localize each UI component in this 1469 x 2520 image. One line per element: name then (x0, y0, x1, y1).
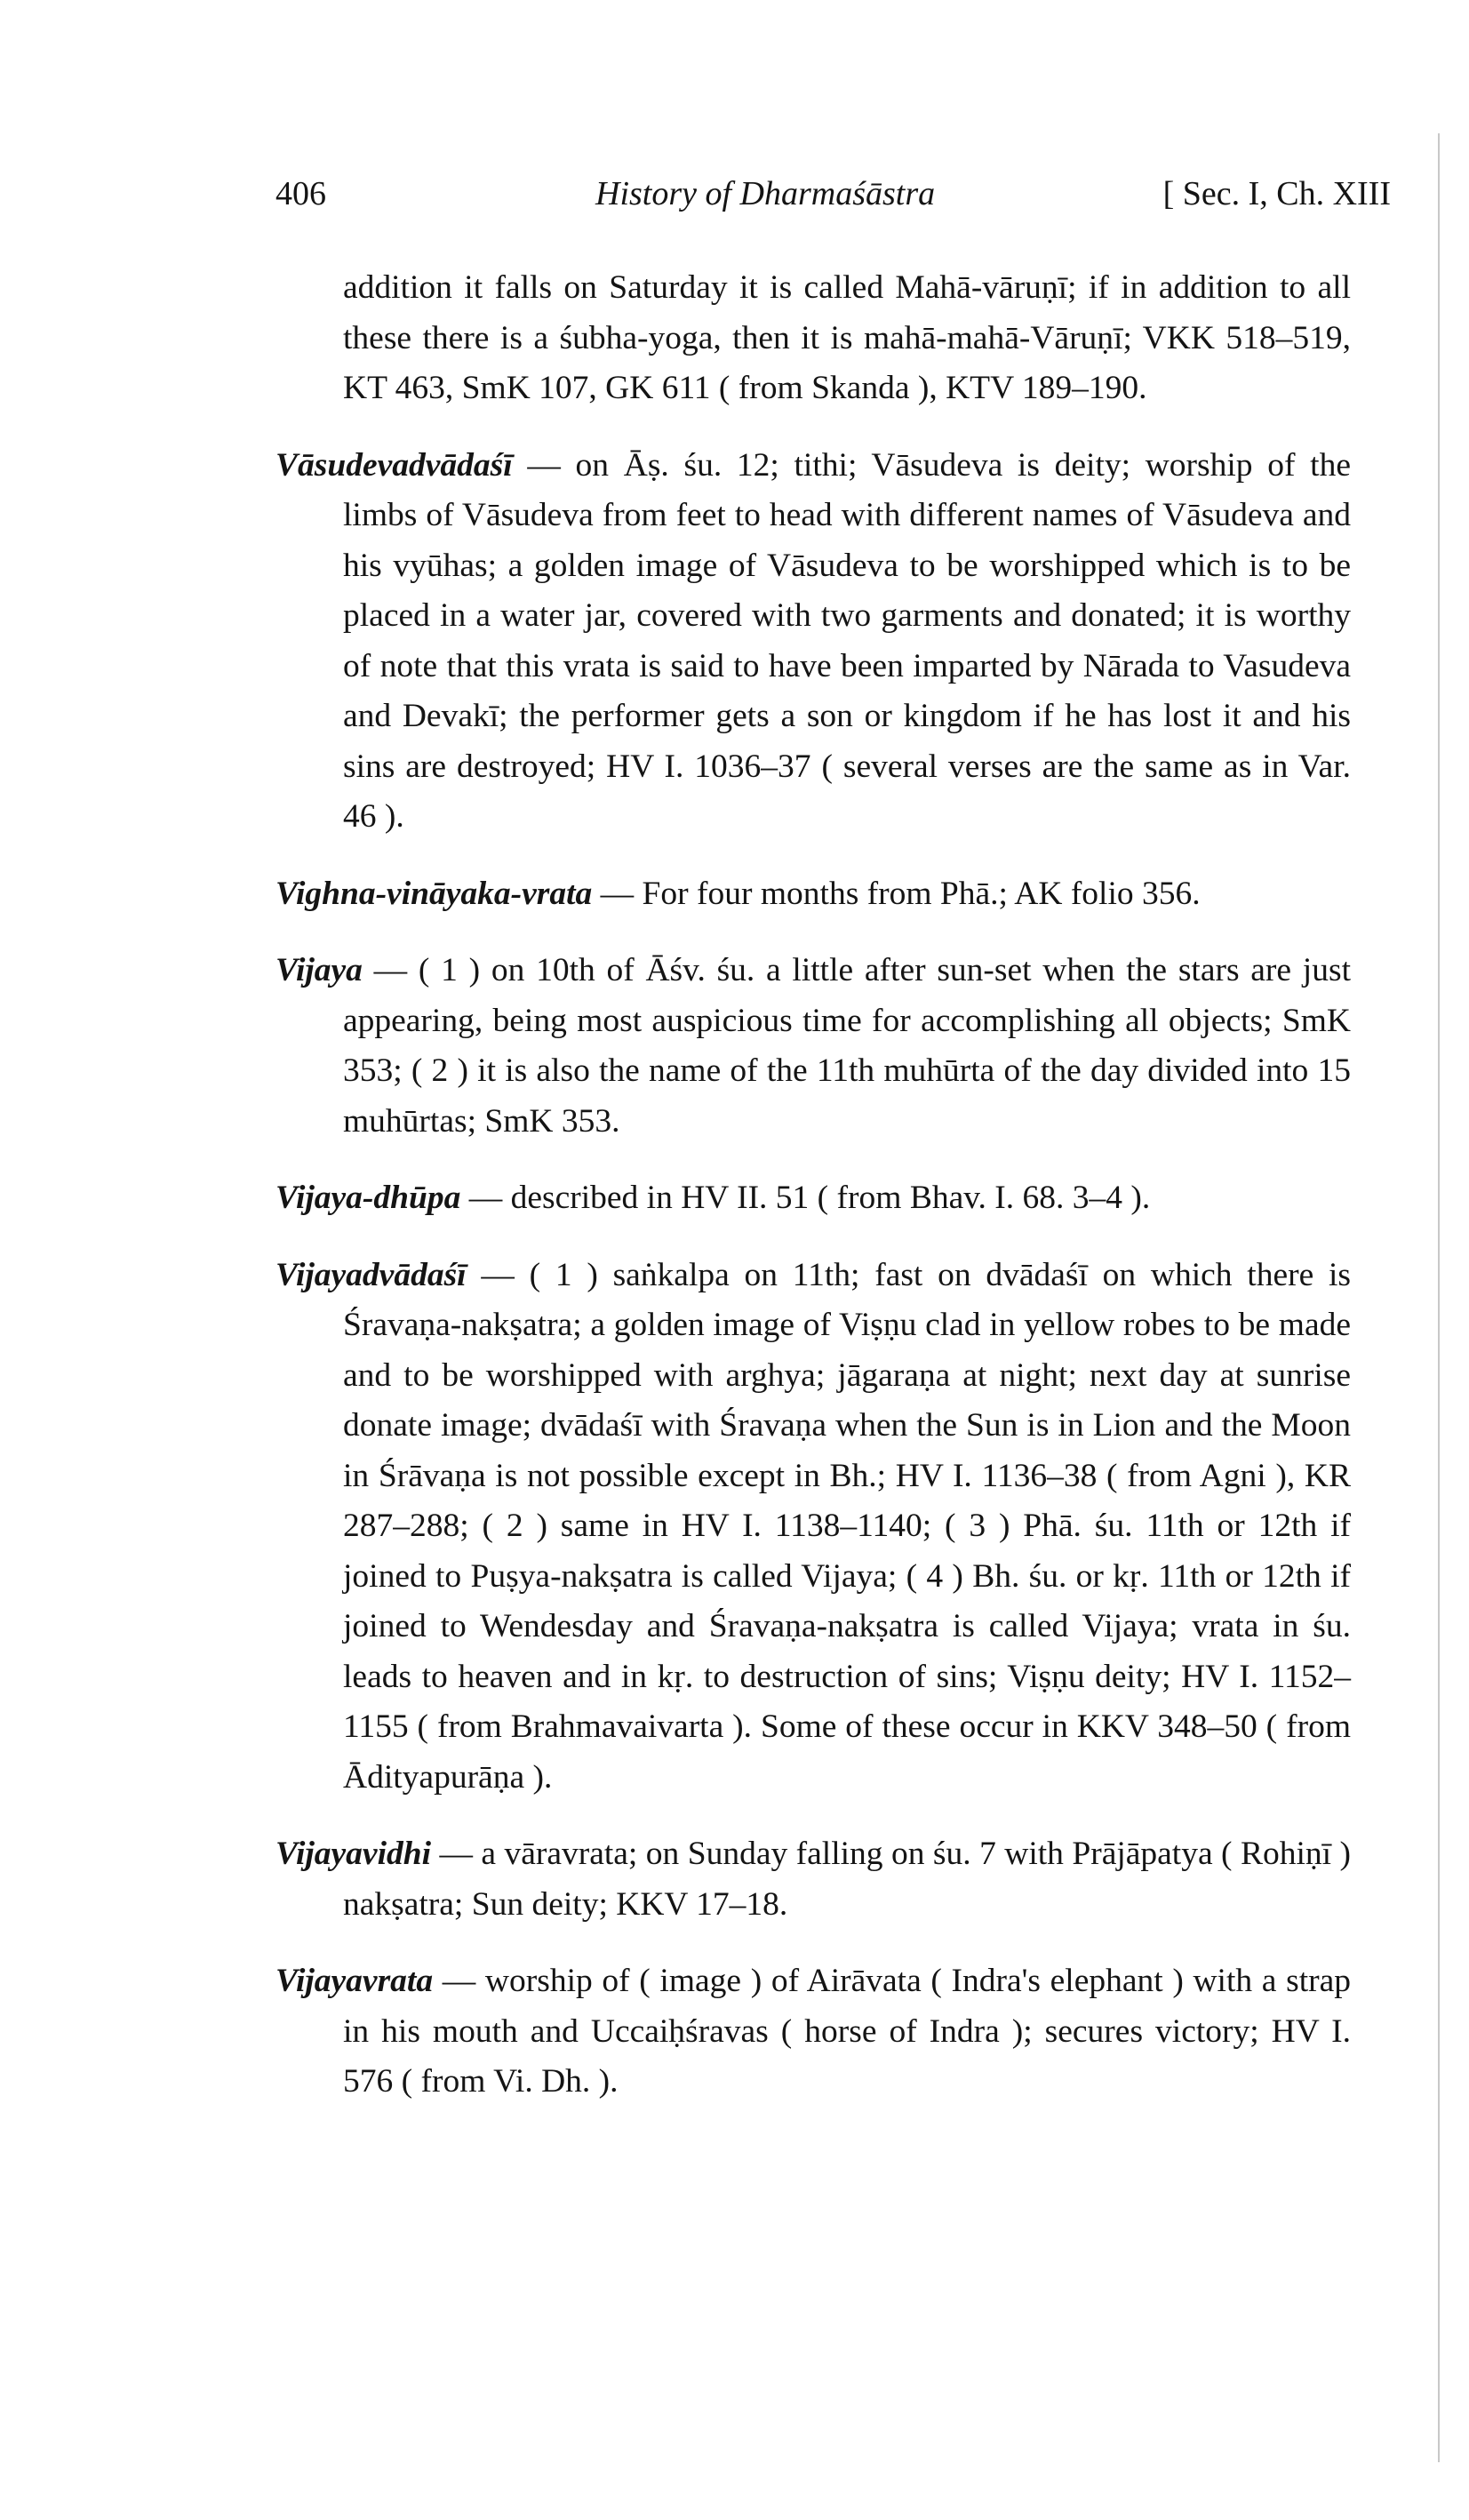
entry-term: Vijayavrata (275, 1963, 434, 1999)
section-reference: [ Sec. I, Ch. XIII (1162, 175, 1391, 212)
entry-vijayavrata (275, 1956, 1351, 2108)
page-number: 406 (275, 175, 326, 212)
entry-term: Vāsudevadvādaśī (275, 446, 513, 484)
entry-term: Vijayavidhi (275, 1836, 432, 1872)
running-title: History of Dharmaśāstra (595, 175, 936, 212)
entry-vijaya-dhupa (275, 1173, 1351, 1224)
entry-vijayavidhi (275, 1829, 1351, 1930)
page-header (275, 174, 1391, 236)
entry-text: — worship of ( image ) of Airāvata ( Indra's elephant ) with a strap in his mouth and Uccaiḥśravas ( horse of Indra ); secures victory; HV I. 576 ( from Vi. Dh. ). (343, 1963, 1351, 2100)
entry-text: addition it falls on Saturday it is called Mahā-vāruṇī; if in addition to all these there is a śubha-yoga, then it is mahā-mahā-Vāruṇī; VKK 518–519, KT 463, SmK 107, GK 611 ( from Skanda ), KTV 189–190. (343, 269, 1351, 406)
entry-vighna-vinayaka-vrata (275, 869, 1351, 920)
entry-vijaya (275, 946, 1351, 1147)
entry-vasudevadvadasi (275, 441, 1351, 843)
entry-text: — For four months from Phā.; AK folio 356. (592, 875, 1201, 912)
entry-text: — ( 1 ) saṅkalpa on 11th; fast on dvādaśī on which there is Śravaṇa-nakṣatra; a golden image of Viṣṇu clad in yellow robes to be made and to be worshipped with arghya; jāgaraṇa at night; next day at sunrise donate image; dvādaśī with Śravaṇa when the Sun is in Lion and the Moon in Śrāvaṇa is not possible except in Bh.; HV I. 1136–38 ( from Agni ), KR 287–288; ( 2 ) same in HV I. 1138–1140; ( 3 ) Phā. śu. 11th or 12th if joined to Puṣya-nakṣatra is called Vijaya; ( 4 ) Bh. śu. or kṛ. 11th or 12th if joined to Wendesday and Śravaṇa-nakṣatra is called Vijaya; vrata in śu. leads to heaven and in kṛ. to destruction of sins; Viṣṇu deity; HV I. 1152–1155 ( from Brahmavaivarta ). Some of these occur in KKV 348–50 ( from Ādityapurāṇa ). (343, 1256, 1351, 1796)
entries-list (275, 263, 1351, 2134)
entry-term: Vijaya (275, 952, 363, 988)
entry-term: Vighna-vināyaka-vrata (275, 875, 593, 912)
entry-term: Vijayadvādaśī (275, 1256, 467, 1293)
entry-continuation (275, 263, 1351, 414)
entry-text: — a vāravrata; on Sunday falling on śu. 7 with Prājāpatya ( Rohiṇī ) nakṣatra; Sun deity; KKV 17–18. (343, 1836, 1351, 1923)
scan-margin-line (1438, 133, 1440, 2462)
entry-text: — on Āṣ. śu. 12; tithi; Vāsudeva is deity; worship of the limbs of Vāsudeva from feet to head with different names of Vāsudeva and his vyūhas; a golden image of Vāsudeva to be worshipped which is to be placed in a water jar, covered with two garments and donated; it is worthy of note that this vrata is said to have been imparted by Nārada to Vasudeva and Devakī; the performer gets a son or kingdom if he has lost it and his sins are destroyed; HV I. 1036–37 ( several verses are the same as in Var. 46 ). (343, 446, 1351, 835)
entry-text: — described in HV II. 51 ( from Bhav. I. 68. 3–4 ). (460, 1180, 1151, 1216)
entry-text: — ( 1 ) on 10th of Āśv. śu. a little after sun-set when the stars are just appearing, being most auspicious time for accomplishing all objects; SmK 353; ( 2 ) it is also the name of the 11th muhūrta of the day divided into 15 muhūrtas; SmK 353. (343, 952, 1351, 1140)
entry-vijayadvadasi (275, 1251, 1351, 1804)
entry-term: Vijaya-dhūpa (275, 1180, 461, 1216)
